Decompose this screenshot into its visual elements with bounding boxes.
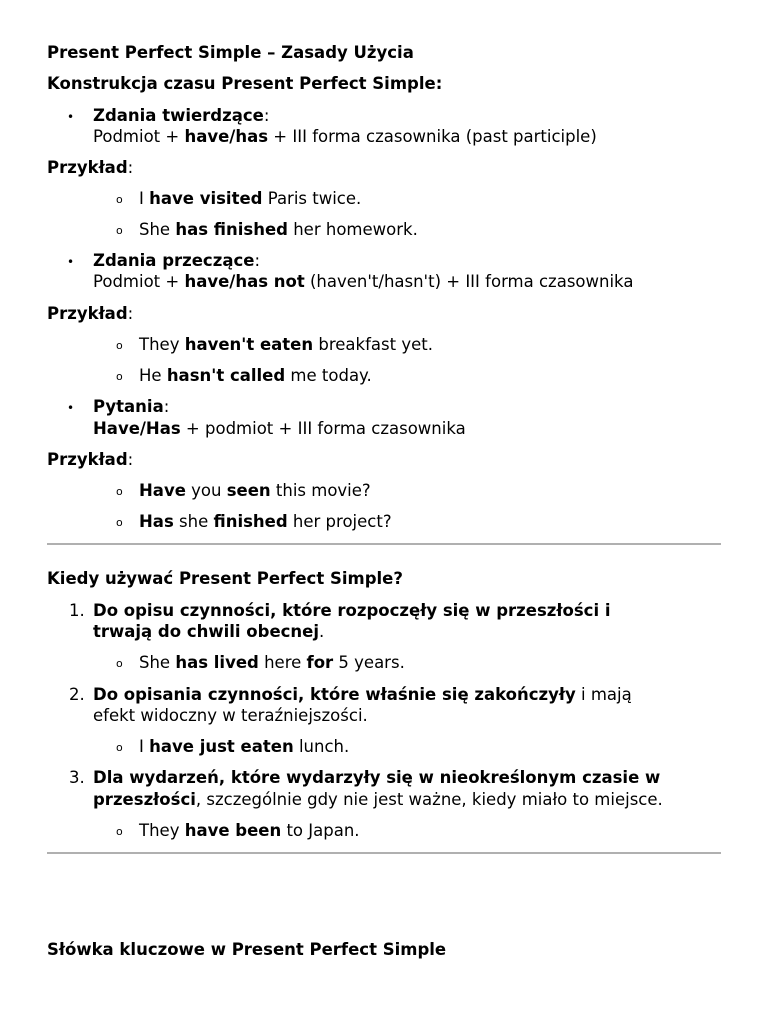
bullet-marker: • — [67, 401, 75, 415]
sub-bullet-marker: o — [116, 339, 123, 352]
bullet-marker: • — [67, 255, 75, 269]
horizontal-divider — [47, 543, 721, 545]
example-label: Przykład: — [47, 450, 134, 469]
negative-formula: Podmiot + have/has not (haven't/hasn't) + III forma czasownika — [93, 272, 634, 291]
example-label: Przykład: — [47, 158, 134, 177]
usage-heading: Kiedy używać Present Perfect Simple? — [47, 569, 403, 588]
sub-bullet-marker: o — [116, 485, 123, 498]
example-sentence: They have been to Japan. — [139, 821, 360, 840]
usage-item-line: efekt widoczny w teraźniejszości. — [93, 706, 368, 725]
affirmative-label: Zdania twierdzące: — [93, 106, 270, 125]
list-number: 3. — [69, 768, 85, 787]
example-sentence: I have visited Paris twice. — [139, 189, 362, 208]
example-sentence: He hasn't called me today. — [139, 366, 372, 385]
sub-bullet-marker: o — [116, 741, 123, 754]
page-title: Present Perfect Simple – Zasady Użycia — [47, 43, 414, 62]
usage-item-line: Do opisu czynności, które rozpoczęły się w przeszłości i — [93, 601, 611, 620]
sub-bullet-marker: o — [116, 516, 123, 529]
list-number: 2. — [69, 685, 85, 704]
affirmative-formula: Podmiot + have/has + III forma czasownika (past participle) — [93, 127, 597, 146]
bullet-marker: • — [67, 110, 75, 124]
horizontal-divider — [47, 852, 721, 854]
example-sentence: Have you seen this movie? — [139, 481, 371, 500]
keywords-heading: Słówka kluczowe w Present Perfect Simple — [47, 940, 447, 959]
sub-bullet-marker: o — [116, 370, 123, 383]
example-sentence: They haven't eaten breakfast yet. — [139, 335, 433, 354]
example-sentence: She has lived here for 5 years. — [139, 653, 405, 672]
sub-bullet-marker: o — [116, 657, 123, 670]
example-sentence: I have just eaten lunch. — [139, 737, 350, 756]
sub-bullet-marker: o — [116, 224, 123, 237]
negative-label: Zdania przeczące: — [93, 251, 260, 270]
construction-heading: Konstrukcja czasu Present Perfect Simple: — [47, 74, 443, 93]
usage-item-line: Dla wydarzeń, które wydarzyły się w nieokreślonym czasie w — [93, 768, 661, 787]
question-label: Pytania: — [93, 397, 170, 416]
example-sentence: Has she finished her project? — [139, 512, 392, 531]
question-formula: Have/Has + podmiot + III forma czasownika — [93, 419, 466, 438]
usage-item-line: przeszłości, szczególnie gdy nie jest ważne, kiedy miało to miejsce. — [93, 790, 663, 809]
list-number: 1. — [69, 601, 85, 620]
sub-bullet-marker: o — [116, 825, 123, 838]
sub-bullet-marker: o — [116, 193, 123, 206]
example-sentence: She has finished her homework. — [139, 220, 418, 239]
example-label: Przykład: — [47, 304, 134, 323]
usage-item-line: trwają do chwili obecnej. — [93, 622, 325, 641]
usage-item-line: Do opisania czynności, które właśnie się zakończyły i mają — [93, 685, 632, 704]
